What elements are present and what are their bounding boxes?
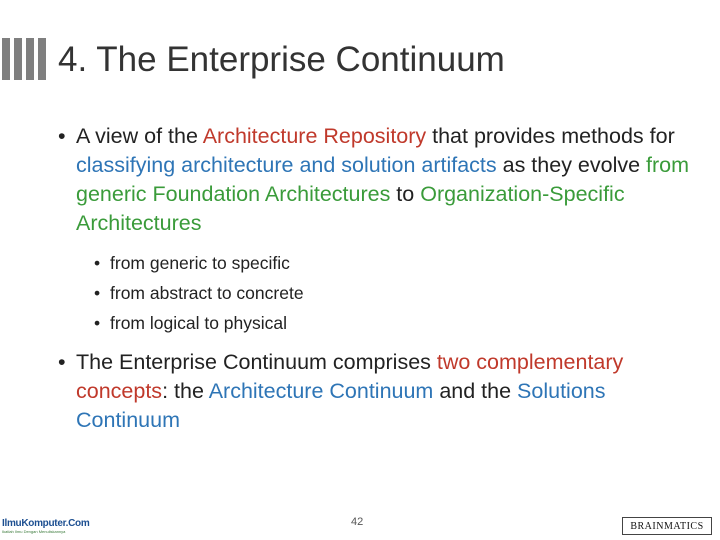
highlight-text: Solutions Continuum (76, 379, 606, 432)
slide-body (58, 122, 698, 435)
highlight-text: Organization-Specific Architectures (76, 182, 625, 235)
brainmatics-logo: BRAINMATICS (622, 517, 712, 535)
slide-title: 4. The Enterprise Continuum (58, 40, 505, 79)
highlight-text: two complementary concepts (76, 350, 624, 403)
bullet-dot: • (94, 313, 101, 333)
bullet-item (58, 348, 698, 435)
bullet-dot: • (94, 283, 101, 303)
highlight-text: Architecture Repository (202, 124, 427, 148)
page-number: 42 (351, 516, 364, 528)
text-run: A view of the (76, 124, 203, 148)
bullet-dot: • (58, 350, 66, 374)
logo-text: IlmuKomputer.Com (2, 518, 90, 529)
highlight-text: Architecture Continuum (208, 379, 434, 403)
bullet-dot: • (94, 253, 101, 273)
bullet-dot: • (58, 124, 66, 148)
logo-tagline: Ikatlah Ilmu Dengan Menuliskannya (2, 529, 66, 534)
text-run: that provides methods for (426, 124, 675, 148)
accent-bar (14, 38, 22, 80)
text-run: : the (162, 379, 209, 403)
text-run: and the (433, 379, 518, 403)
ilmukomputer-logo (2, 518, 88, 536)
highlight-text: classifying architecture and solution artifacts (76, 153, 497, 177)
text-run: as they evolve (496, 153, 647, 177)
sub-bullet-item (58, 248, 698, 278)
sub-bullet-text: from logical to physical (110, 313, 288, 333)
sub-bullet-item (58, 278, 698, 308)
accent-bar (2, 38, 10, 80)
sub-bullet-text: from generic to specific (110, 253, 290, 273)
bullet-item (58, 122, 698, 238)
accent-bar (26, 38, 34, 80)
sub-bullet-item (58, 308, 698, 338)
highlight-text: from generic Foundation Architectures (76, 153, 690, 206)
sub-bullet-text: from abstract to concrete (110, 283, 304, 303)
title-accent-bars (0, 38, 50, 80)
text-run: The Enterprise Continuum comprises (76, 350, 437, 374)
accent-bar (38, 38, 46, 80)
text-run: to (390, 182, 421, 206)
